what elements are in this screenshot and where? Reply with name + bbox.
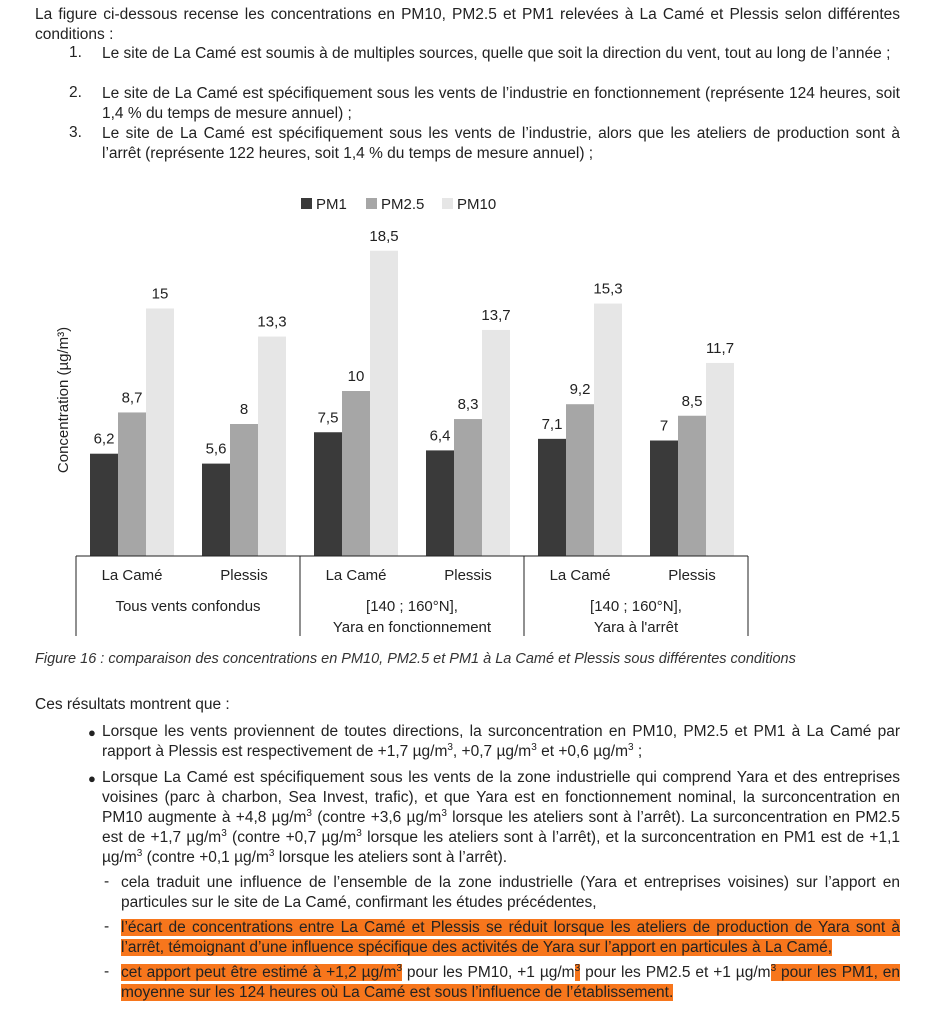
bullet-icon: ● [88, 771, 96, 786]
category-label: Plessis [444, 567, 492, 584]
list-item: Le site de La Camé est soumis à de multiples sources, quelle que soit la direction du vent, tout au long de l’année ; [102, 45, 891, 62]
bar-pm10 [482, 330, 510, 556]
bullet-icon: ● [88, 725, 96, 740]
data-label: 11,7 [705, 339, 735, 357]
list-number: 1. [69, 44, 82, 61]
legend-label-pm25: PM2.5 [381, 196, 425, 213]
results-bullet-1: Lorsque les vents proviennent de toutes directions, la surconcentration en PM10, PM2.5 et PM1 à La Camé par rapport à Plessis est respectivement de +1,7 $\mu g/m^3$, +0,7 $\mu g/m^3$ et +0,6 $\mu g/m^3$ ; [102, 723, 900, 760]
data-label: 10 [347, 368, 365, 385]
bar-pm1 [90, 454, 118, 556]
bar-pm10 [370, 251, 398, 556]
data-label: 6,2 [93, 430, 115, 448]
data-label: 18,5 [369, 227, 399, 245]
category-label: La Camé [549, 567, 611, 584]
bar-pm1 [202, 464, 230, 556]
data-label: 7,1 [541, 415, 563, 433]
data-label: 7,5 [317, 409, 339, 427]
bar-pm10 [258, 337, 286, 556]
highlighted-text: cet apport peut être estimé à +1,2 $\mu g/m^3$ [121, 963, 403, 981]
list-number: 2. [69, 84, 82, 101]
group-label: Yara en fonctionnement [332, 619, 492, 636]
bar-pm1 [426, 450, 454, 556]
category-label: Plessis [668, 567, 716, 584]
legend-swatch-pm10 [442, 198, 453, 209]
data-label: 8 [239, 401, 249, 418]
legend-label-pm10: PM10 [457, 196, 497, 213]
data-label: 7 [659, 417, 669, 435]
group-label: Tous vents confondus [115, 598, 261, 615]
bar-pm25 [230, 424, 258, 556]
bar-pm10 [146, 309, 174, 557]
data-label: 8,5 [681, 392, 703, 410]
bar-pm25 [118, 412, 146, 556]
bar-pm1 [314, 432, 342, 556]
data-label: 15 [151, 285, 169, 303]
legend-swatch-pm25 [366, 198, 377, 209]
data-label: 5,6 [205, 440, 227, 458]
intro-text: La figure ci-dessous recense les concentrations en PM10, PM2.5 et PM1 relevées à La Camé et Plessis selon différentes conditions : [35, 6, 900, 43]
dash-marker: - [104, 918, 110, 935]
data-label: 6,4 [429, 427, 451, 445]
bar-pm25 [566, 404, 594, 556]
results-dash-1: cela traduit une influence de l’ensemble de la zone industrielle (Yara et entreprises voisines) sur l’apport en particules sur le site de La Camé, confirmant les études précédentes, [121, 874, 900, 911]
group-label: [140 ; 160°N], [590, 598, 682, 615]
legend-swatch-pm1 [301, 198, 312, 209]
dash-marker: - [104, 873, 110, 890]
group-label: [140 ; 160°N], [366, 598, 458, 615]
category-label: Plessis [220, 567, 268, 584]
data-label: 8,3 [457, 396, 479, 414]
category-label: La Camé [101, 567, 163, 584]
category-label: La Camé [325, 567, 387, 584]
data-label: 15,3 [593, 280, 623, 298]
bar-pm1 [538, 439, 566, 556]
y-axis-label: Concentration (µg/m³) [55, 326, 72, 474]
results-heading: Ces résultats montrent que : [35, 696, 230, 713]
data-label: 13,3 [257, 313, 287, 331]
highlighted-text: l’écart de concentrations entre La Camé et Plessis se réduit lorsque les ateliers de production de Yara sont à l’arrêt, témoignant d’une influence spécifique des activités de Yara sur l’apport en particules à La Camé, [121, 919, 900, 956]
bar-pm25 [678, 416, 706, 556]
list-item: Le site de La Camé est spécifiquement sous les vents de l’industrie en fonctionnement (représente 124 heures, soit 1,4 % du temps de mesure annuel) ; [102, 85, 900, 122]
bar-pm25 [454, 419, 482, 556]
bar-pm25 [342, 391, 370, 556]
dash-marker: - [104, 963, 110, 980]
results-dash-3: cet apport peut être estimé à +1,2 $\mu g/m^3$ pour les PM10, +1 $\mu g/m^3$ pour les PM2.5 et +1 $\mu g/m^3$ pour les PM1, en moyenne sur les 124 heures où La Camé est sous l’influence de l’établissement. [121, 963, 901, 1001]
data-label: 13,7 [481, 306, 511, 324]
legend-label-pm1: PM1 [316, 196, 347, 213]
data-label: 8,7 [121, 389, 143, 407]
bar-pm10 [706, 363, 734, 556]
bar-pm1 [650, 441, 678, 557]
list-number: 3. [69, 124, 82, 141]
data-label: 9,2 [569, 381, 591, 399]
results-bullet-2: Lorsque La Camé est spécifiquement sous les vents de la zone industrielle qui comprend Yara et des entreprises voisines (parc à charbon, Sea Invest, trafic), et que Yara est en fonctionnement nominal, la surconcentration en PM10 augmente à +4,8 $\mu g/m^3$ (contre +3,6 $\mu g/m^3$ lorsque les ateliers sont à l’arrêt). La surconcentration en PM2.5 est de +1,7 $\mu g/m^3$ (contre +0,7 $\mu g/m^3$ lorsque les ateliers sont à l’arrêt), et la surconcentration en PM1 est de +1,1 $\mu g/m^3$ (contre +0,1 $\mu g/m^3$ lorsque les ateliers sont à l’arrêt). [102, 769, 900, 866]
list-item: Le site de La Camé est spécifiquement sous les vents de l’industrie, alors que les ateliers de production sont à l’arrêt (représente 122 heures, soit 1,4 % du temps de mesure annuel) ; [102, 125, 900, 162]
group-label: Yara à l'arrêt [593, 619, 679, 636]
figure-caption: Figure 16 : comparaison des concentrations en PM10, PM2.5 et PM1 à La Camé et Plessis sous différentes conditions [35, 651, 796, 667]
bar-pm10 [594, 304, 622, 556]
results-dash-2 [121, 918, 900, 958]
